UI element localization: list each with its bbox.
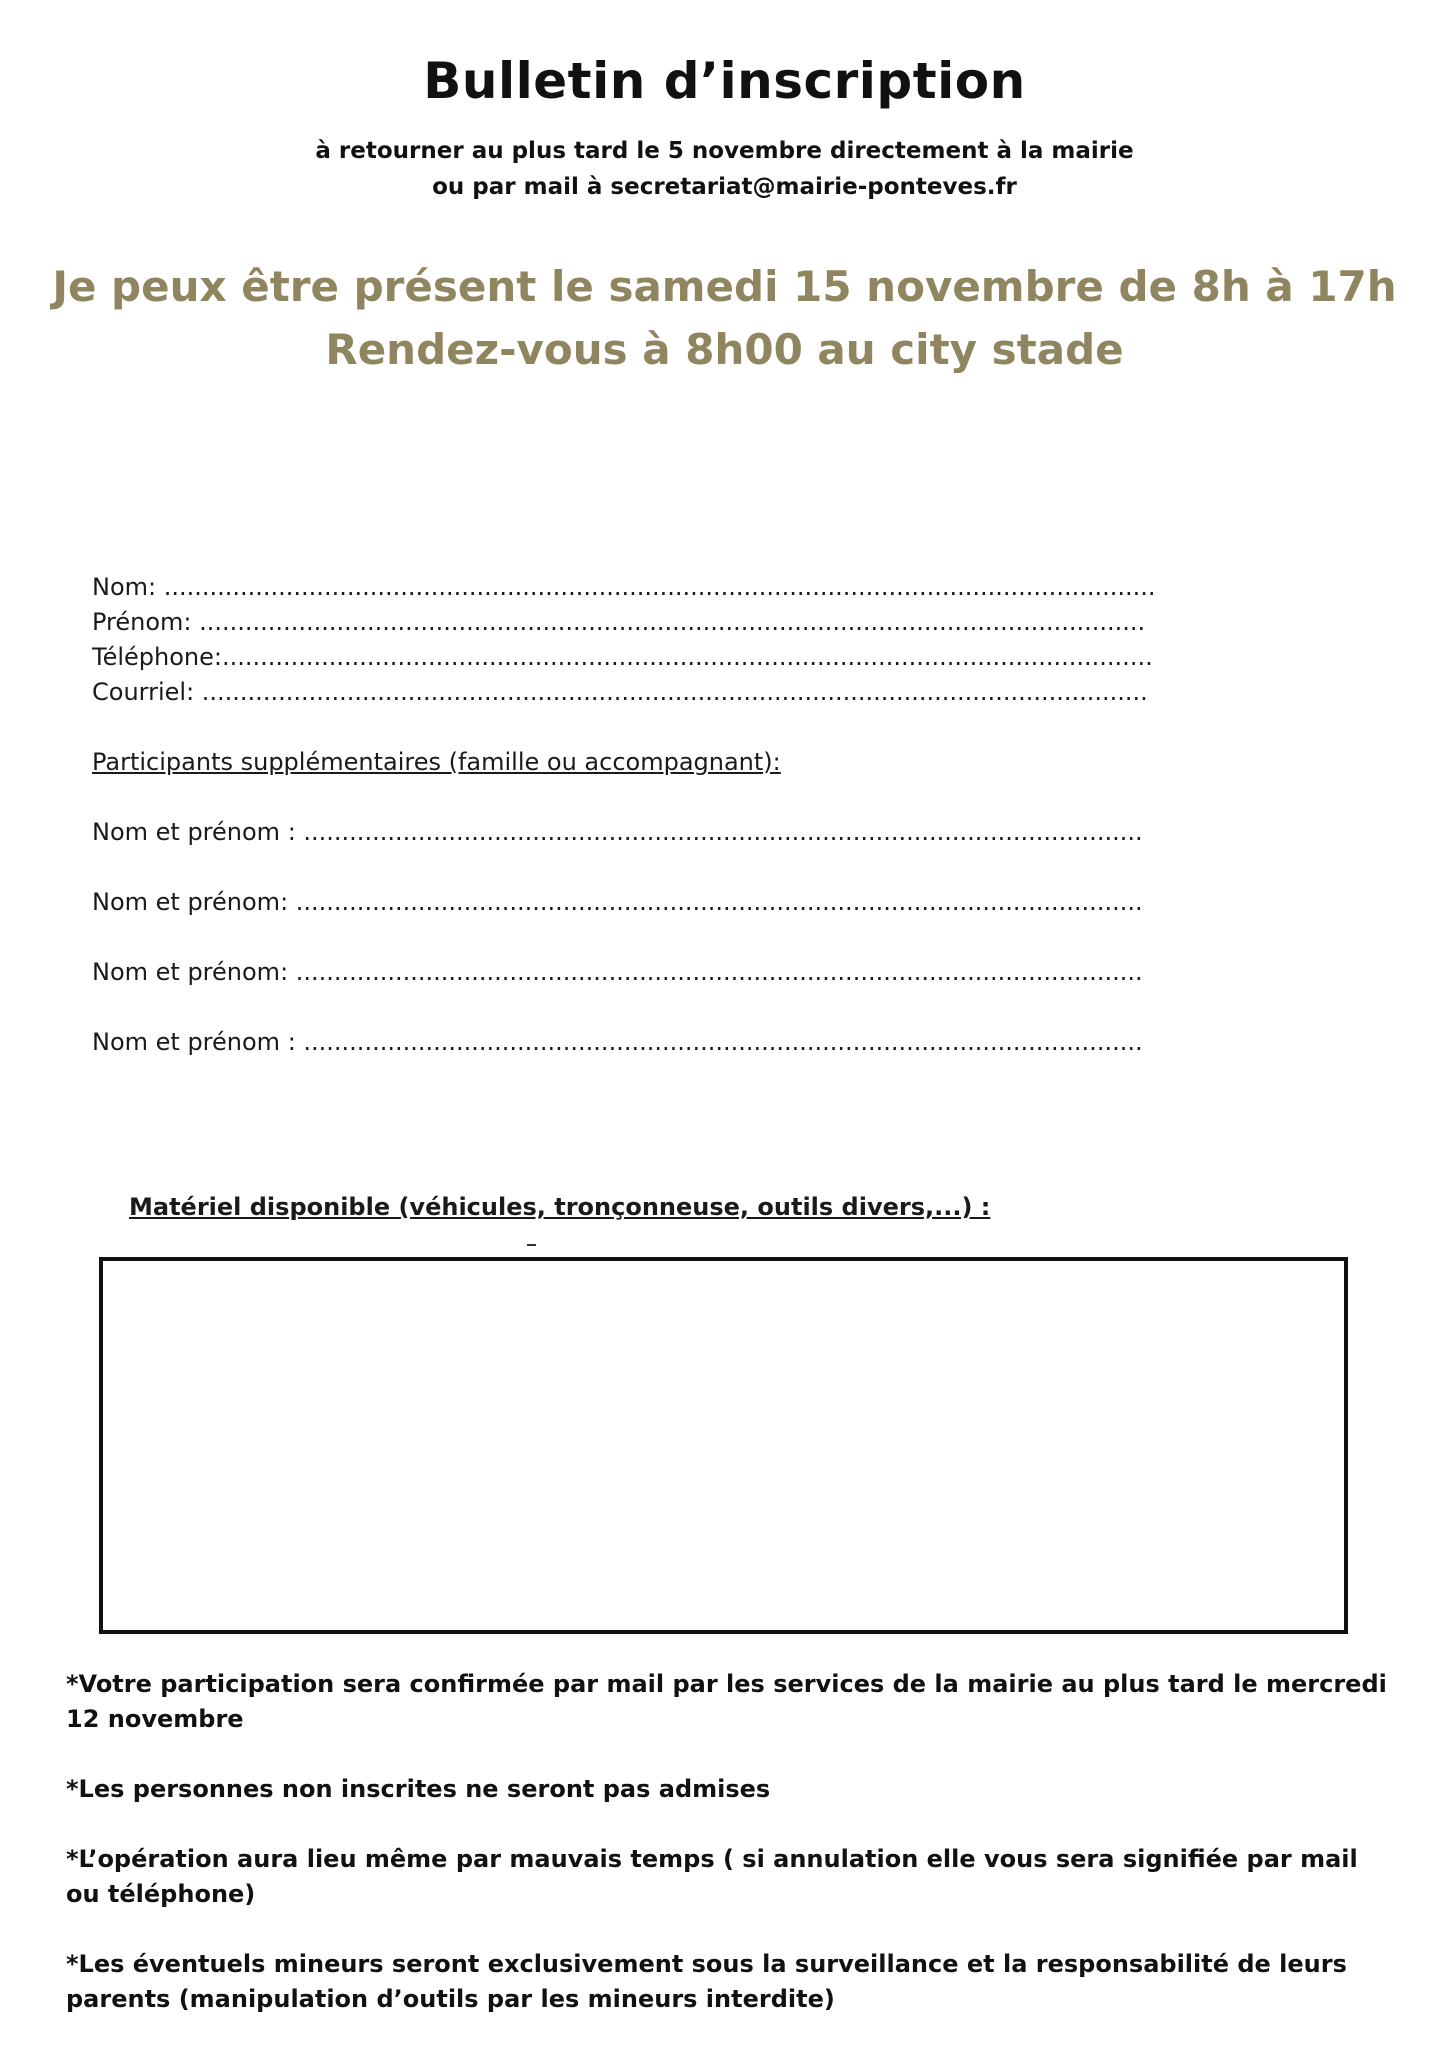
note-weather: *L’opération aura lieu même par mauvais temps ( si annulation elle vous sera signifiée par mail ou téléphone) [66,1845,1358,1908]
email-instructions: ou par mail à secretariat@mairie-ponteves.fr [432,174,1017,200]
courriel-field[interactable]: Courriel: ............................................................................................................................ [92,678,1148,706]
nom-field[interactable]: Nom: .................................................................................................................................. [92,573,1156,601]
participant-name-field-1[interactable]: Nom et prénom : .............................................................................................................. [92,818,1143,846]
participant-name-field-3[interactable]: Nom et prénom: ............................................................................................................... [92,958,1143,986]
materiel-input-box[interactable] [99,1257,1348,1634]
participant-name-field-4[interactable]: Nom et prénom : .............................................................................................................. [92,1028,1143,1056]
meeting-point: Rendez-vous à 8h00 au city stade [325,325,1124,374]
availability-statement: Je peux être présent le samedi 15 novembre de 8h à 17h [52,262,1397,311]
telephone-field[interactable]: Téléphone:.......................................................................................................................... [92,643,1153,671]
participant-name-field-2[interactable]: Nom et prénom: ............................................................................................................... [92,888,1143,916]
divider-mark [527,1244,536,1246]
participants-section-label: Participants supplémentaires (famille ou accompagnant): [92,748,781,776]
prenom-field[interactable]: Prénom: ............................................................................................................................ [92,608,1146,636]
note-minors: *Les éventuels mineurs seront exclusivement sous la surveillance et la responsabilité de leurs parents (manipulation d’outils par les mineurs interdite) [66,1950,1347,2013]
note-registration-required: *Les personnes non inscrites ne seront pas admises [66,1775,771,1803]
return-instructions: à retourner au plus tard le 5 novembre directement à la mairie [315,138,1134,164]
page-title: Bulletin d’inscription [423,52,1026,110]
materiel-label: Matériel disponible (véhicules, tronçonneuse, outils divers,...) : [129,1193,991,1221]
note-confirmation: *Votre participation sera confirmée par mail par les services de la mairie au plus tard le mercredi 12 novembre [66,1670,1387,1733]
